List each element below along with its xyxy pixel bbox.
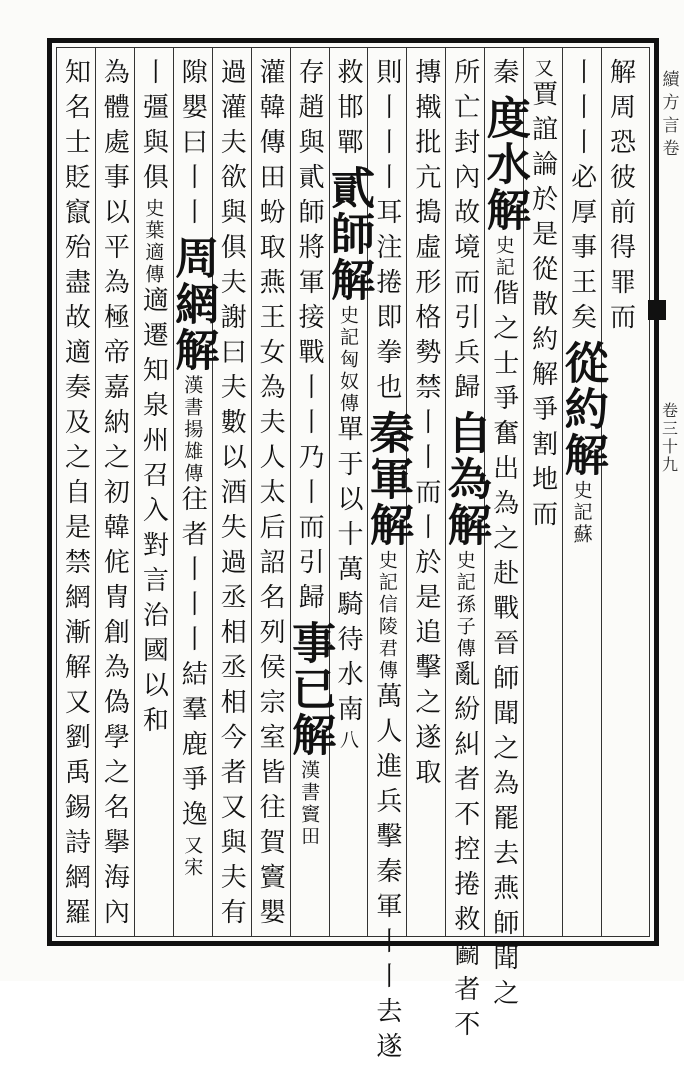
body-text: 為體處事以平為極帝嘉納之初韓侂冑創為偽學之名擧海內 — [99, 58, 130, 933]
text-column — [95, 58, 134, 933]
body-text: 知名士貶竄殆盡故適奏及之自是禁網漸解又劉禹錫詩網羅 — [60, 58, 91, 933]
body-text: 丨丨丨必厚事王矣 — [566, 58, 597, 338]
entry-heading: 貳師解 — [323, 165, 374, 303]
body-text: 摶撠批亢搗虛形格勢禁 — [410, 58, 441, 408]
source-note: 史記信陵君傳 — [375, 550, 398, 682]
source-note: 八 — [337, 730, 359, 752]
text-column — [439, 58, 491, 1045]
body-text: 灌韓傳田蚡取燕王女為夫人太后詔名列侯宗室皆往賀竇嬰 — [255, 58, 286, 933]
body-text: 往者丨丨丨結羣鹿爭逸 — [177, 485, 208, 835]
source-note: 史記 — [492, 235, 515, 279]
text-column — [284, 58, 336, 926]
text-column — [556, 58, 608, 926]
body-text: 亂紛糾者不控捲救鬬者不 — [449, 660, 480, 1045]
body-text: 則丨丨丨耳注捲即拳也 — [371, 58, 402, 408]
entry-heading: 自為解 — [439, 410, 491, 548]
entry-heading: 秦軍解 — [361, 410, 413, 548]
text-column — [134, 58, 173, 926]
entry-heading: 從約解 — [556, 340, 608, 478]
source-note: 又宋 — [181, 835, 204, 879]
margin-volume-number: 卷三十九 — [659, 402, 679, 474]
body-text: 丨丨而丨於是追擊之遂取 — [410, 408, 441, 793]
page-margin — [654, 70, 684, 570]
entry-heading: 度水解 — [478, 95, 530, 233]
body-text: 秦 — [488, 58, 519, 93]
text-column — [251, 58, 290, 933]
body-text: 賈誼論於是從散約解爭割地而 — [527, 80, 558, 535]
entry-heading: 事已解 — [284, 620, 336, 758]
text-column — [212, 58, 251, 933]
source-note: 漢書竇田 — [298, 760, 321, 848]
body-text: 萬人進兵擊秦軍丨丨去遂 — [371, 682, 402, 1067]
body-text: 偕之士爭奮出為之赴戰晉師聞之為罷去燕師聞之 — [488, 279, 519, 1014]
body-text: 存趙 — [294, 58, 325, 128]
body-text: 所亡封內故境而引兵歸 — [449, 58, 480, 408]
source-note: 史記孫子傳 — [453, 550, 476, 660]
text-column — [323, 58, 374, 926]
text-column — [601, 58, 640, 926]
entry-heading: 周網解 — [167, 235, 219, 373]
source-note: 史記蘇 — [570, 480, 593, 546]
source-note: 史葉適傳 — [142, 198, 165, 286]
body-text: 丨彊與俱 — [138, 58, 169, 198]
source-note: 又 — [531, 58, 554, 80]
source-note: 漢書揚雄傳 — [181, 375, 204, 485]
text-column — [167, 58, 219, 926]
margin-book-title: 續方言卷 — [658, 70, 679, 162]
source-note: 史記匈奴傳 — [337, 305, 359, 415]
body-text: 與貳師將軍接戰丨丨乃丨而引歸 — [294, 128, 325, 618]
body-text: 適遷知泉州召入對言治國以和 — [138, 286, 169, 741]
body-text: 過灌夫欲與俱夫謝曰夫數以酒失過丞相丞相今者又與夫有 — [216, 58, 247, 933]
body-text: 隙嬰曰丨丨 — [177, 58, 208, 233]
body-text: 單于以十萬騎待水南 — [333, 415, 363, 730]
body-text: 救邯鄲 — [333, 58, 363, 163]
text-column — [56, 58, 95, 933]
body-text: 解周恐彼前得罪而 — [605, 58, 636, 338]
